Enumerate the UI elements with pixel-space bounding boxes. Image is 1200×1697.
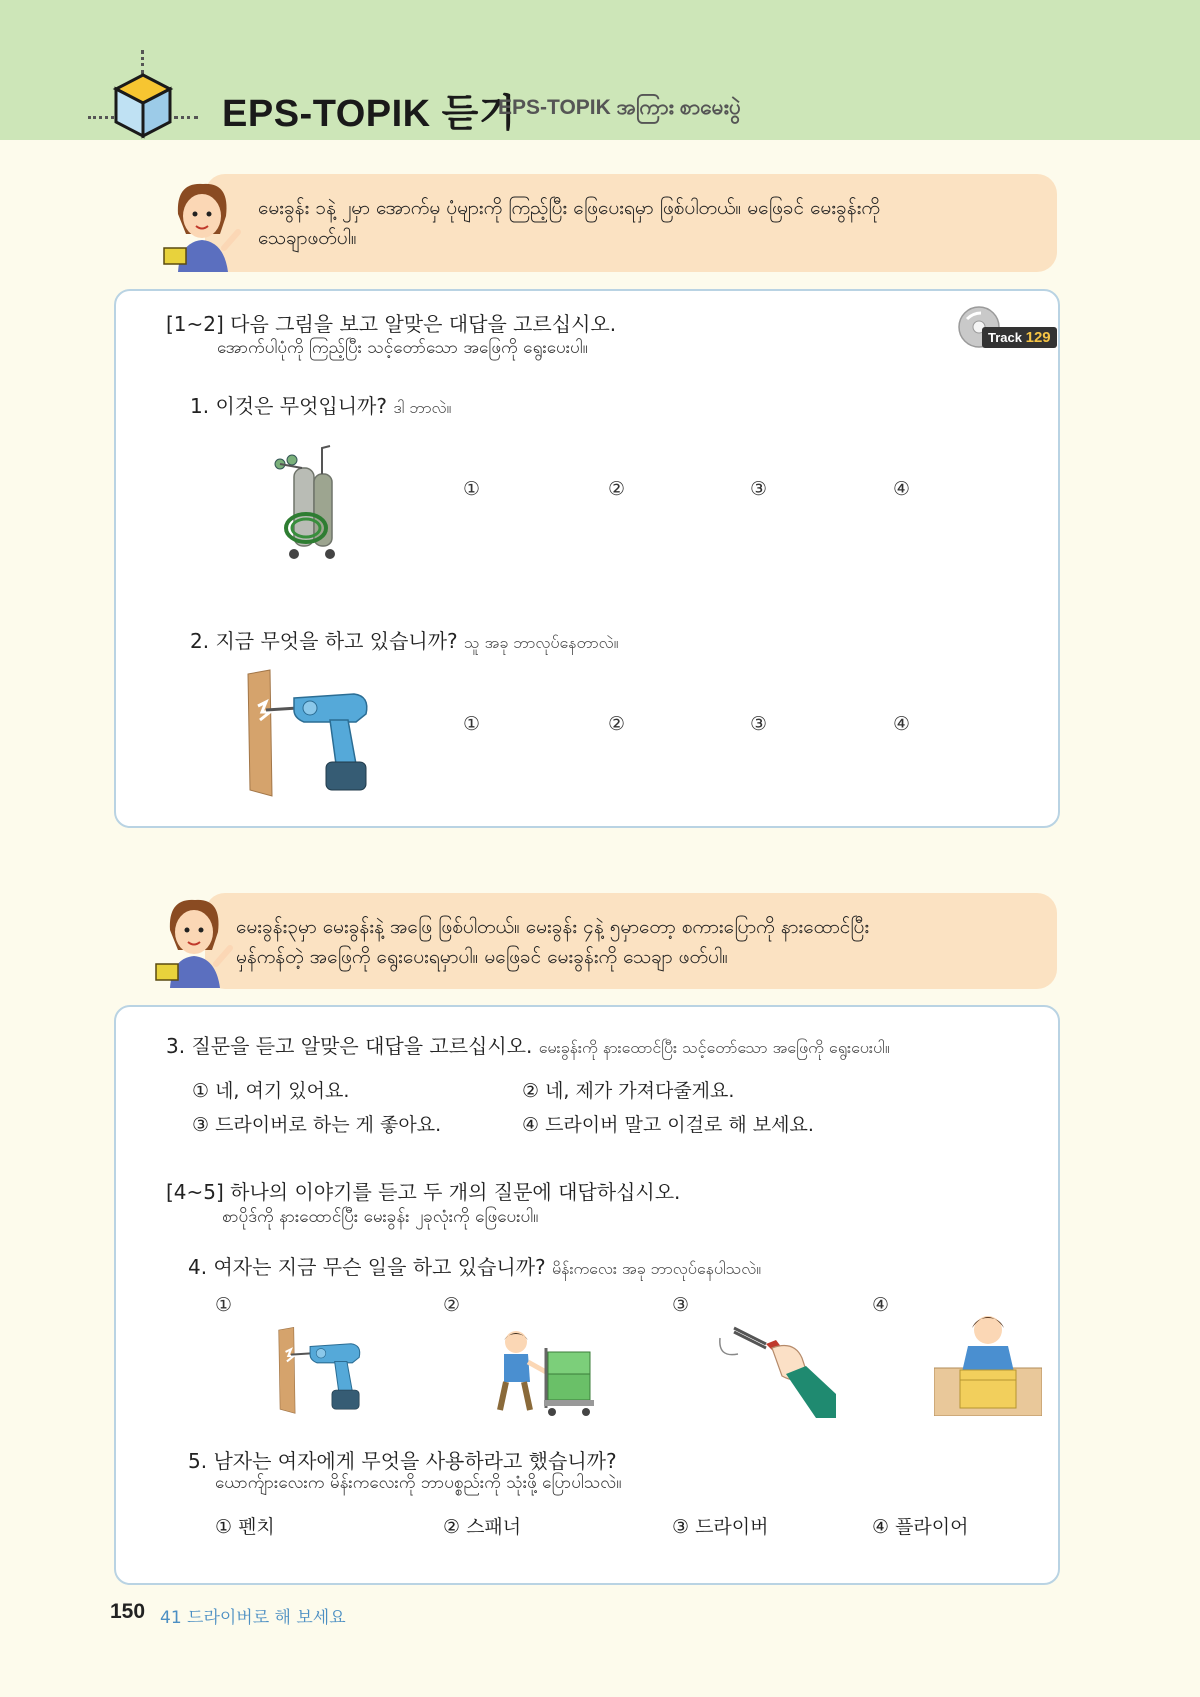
decor-dots <box>141 50 144 74</box>
option-3[interactable]: ③ <box>672 1294 690 1316</box>
answer-option-4[interactable]: ④ 드라이버 말고 이걸로 해 보세요. <box>522 1114 814 1136</box>
question-5 <box>188 1445 617 1474</box>
teacher-avatar <box>150 890 240 990</box>
question-text: 남자는 여자에게 무엇을 사용하라고 했습니까? <box>213 1449 617 1473</box>
question-number: 4. <box>188 1255 208 1279</box>
question-text: 지금 무엇을 하고 있습니까? <box>215 629 458 653</box>
question-2 <box>190 625 618 656</box>
instruction-text <box>258 193 880 253</box>
option-2[interactable]: ② <box>608 713 626 735</box>
option-1[interactable]: ① <box>463 713 481 735</box>
cube-icon <box>112 72 174 140</box>
answer-option-2[interactable]: ② 네, 제가 가져다줄게요. <box>522 1080 735 1102</box>
question-text-mm: ဒါ ဘာလဲ။ <box>393 398 452 417</box>
section-heading-mm: စာပိုဒ်ကို နားထောင်ပြီး မေးခွန်း ၂ခုလုံးကို ဖြေပေးပါ။ <box>222 1207 539 1227</box>
instruction-line: မှန်ကန်တဲ့ အဖြေကို ရွေးပေးရမှာပါ။ မဖြေခင် မေးခွန်းကို သေချာ ဖတ်ပါ။ <box>236 946 728 968</box>
page-number: 150 <box>110 1600 146 1623</box>
instruction-line: မေးခွန်း ၁နဲ့ ၂မှာ အောက်မှ ပုံများကို ကြည့်ပြီး ဖြေပေးရမှာ ဖြစ်ပါတယ်။ မဖြေခင် မေးခွန်းကို <box>258 197 880 219</box>
instruction-line: သေချာဖတ်ပါ။ <box>258 227 357 249</box>
answer-option-2[interactable]: ② 스패너 <box>443 1516 522 1538</box>
section-heading-mm: အောက်ပါပုံကို ကြည့်ပြီး သင့်တော်သော အဖြေကို ရွေးပေးပါ။ <box>217 338 588 358</box>
track-number: 129 <box>1025 329 1051 346</box>
question-number: 5. <box>188 1449 208 1473</box>
question-3 <box>166 1030 890 1061</box>
question-text: 여자는 지금 무슨 일을 하고 있습니까? <box>213 1255 546 1279</box>
question-text: 이것은 무엇입니까? <box>215 394 387 418</box>
question-text-mm: မိန်းကလေး အခု ဘာလုပ်နေပါသလဲ။ <box>552 1259 762 1278</box>
question-4 <box>188 1251 761 1282</box>
option-2[interactable]: ② <box>443 1294 461 1316</box>
question-number: 2. <box>190 629 210 653</box>
question-1 <box>190 390 451 421</box>
answer-option-3[interactable]: ③ 드라이버 <box>672 1516 769 1538</box>
question-text-mm: မေးခွန်းကို နားထောင်ပြီး သင့်တော်သော အဖြေကို ရွေးပေးပါ။ <box>538 1038 890 1057</box>
moving-boxes-image <box>490 1328 596 1418</box>
question-text: 3. 질문을 듣고 알맞은 대답을 고르십시오. <box>166 1034 533 1058</box>
drill-image <box>276 1326 366 1416</box>
answer-option-1[interactable]: ① 펜치 <box>215 1516 275 1538</box>
track-label: Track <box>988 330 1022 345</box>
section-heading: [1~2] 다음 그림을 보고 알맞은 대답을 고르십시오. <box>166 312 617 336</box>
answer-option-3[interactable]: ③ 드라이버로 하는 게 좋아요. <box>192 1114 442 1136</box>
question-number: 1. <box>190 394 210 418</box>
option-4[interactable]: ④ <box>893 478 911 500</box>
section-heading: [4~5] 하나의 이야기를 듣고 두 개의 질문에 대답하십시오. <box>166 1180 681 1204</box>
page-title: EPS-TOPIK 듣기 <box>222 93 517 135</box>
pliers-hand-image <box>716 1318 836 1418</box>
teacher-avatar <box>158 174 248 274</box>
answer-option-1[interactable]: ① 네, 여기 있어요. <box>192 1080 350 1102</box>
decor-dots <box>88 116 114 119</box>
decor-dots <box>174 116 198 119</box>
option-4[interactable]: ④ <box>893 713 911 735</box>
drill-image <box>244 668 376 800</box>
box-packing-image <box>934 1308 1042 1416</box>
audio-track-button[interactable] <box>982 327 1057 348</box>
lesson-title: 41 드라이버로 해 보세요 <box>160 1608 346 1628</box>
welding-tank-image <box>272 442 348 562</box>
option-2[interactable]: ② <box>608 478 626 500</box>
instruction-line: မေးခွန်း၃မှာ မေးခွန်းနဲ့ အဖြေ ဖြစ်ပါတယ်။ မေးခွန်း ၄နဲ့ ၅မှာတော့ စကားပြောကို နားထောင်ပြီး <box>236 916 870 938</box>
page-subtitle: EPS-TOPIK အကြား စာမေးပွဲ <box>498 96 741 119</box>
option-3[interactable]: ③ <box>750 713 768 735</box>
answer-option-4[interactable]: ④ 플라이어 <box>872 1516 969 1538</box>
option-3[interactable]: ③ <box>750 478 768 500</box>
question-text-mm: သူ အခု ဘာလုပ်နေတာလဲ။ <box>464 633 619 652</box>
question-text-mm: ယောက်ျားလေးက မိန်းကလေးကို ဘာပစ္စည်းကို သုံးဖို့ ပြောပါသလဲ။ <box>215 1473 622 1493</box>
instruction-text <box>236 912 869 972</box>
option-1[interactable]: ① <box>215 1294 233 1316</box>
option-4[interactable]: ④ <box>872 1294 890 1316</box>
option-1[interactable]: ① <box>463 478 481 500</box>
